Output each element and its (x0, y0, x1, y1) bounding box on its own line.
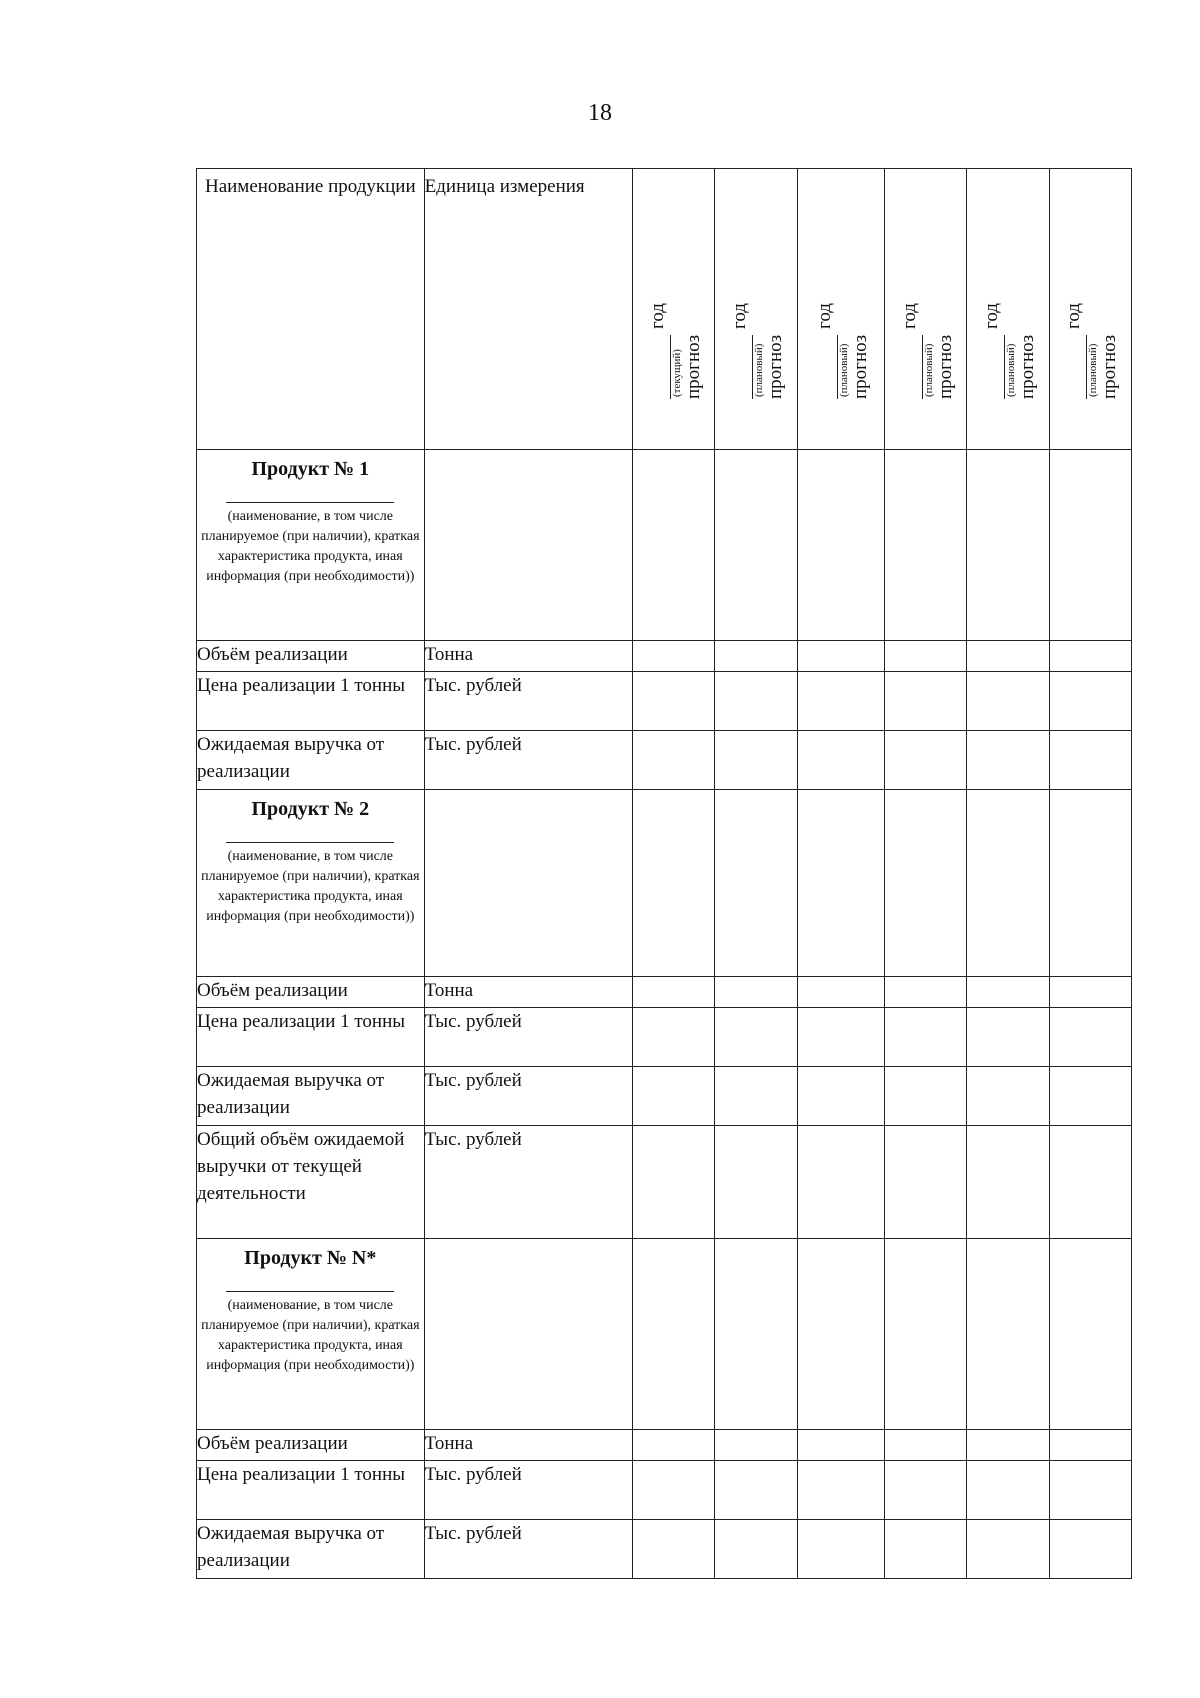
value-cell[interactable] (967, 1126, 1049, 1239)
year-type: (плановый) (922, 343, 935, 398)
value-cell[interactable] (797, 977, 884, 1008)
value-cell[interactable] (632, 1461, 714, 1520)
value-cell[interactable] (632, 731, 714, 790)
product-description: (наименование, в том числе планируемое (при наличии), краткая характеристика продукта, иная информация (при необходимости)) (201, 509, 420, 584)
row-unit: Тыс. рублей (424, 1011, 522, 1032)
value-cell[interactable] (715, 450, 797, 641)
value-cell[interactable] (715, 1126, 797, 1239)
year-label: год (646, 303, 668, 330)
row-label-cell (197, 1520, 425, 1579)
value-cell[interactable] (884, 672, 966, 731)
header-row (197, 169, 1132, 450)
product-header-row (197, 450, 1132, 641)
value-cell[interactable] (1049, 1126, 1131, 1239)
row-label-cell (197, 1461, 425, 1520)
row-label-cell (197, 731, 425, 790)
product-unit-cell (424, 450, 632, 641)
row-label-cell (197, 1067, 425, 1126)
row-label-cell (197, 1008, 425, 1067)
value-cell[interactable] (797, 1239, 884, 1430)
unit-cell (424, 1520, 632, 1579)
value-cell[interactable] (632, 1126, 714, 1239)
year-kind: прогноз (849, 335, 871, 400)
product-header-row (197, 1239, 1132, 1430)
value-cell[interactable] (1049, 450, 1131, 641)
value-cell[interactable] (884, 1461, 966, 1520)
value-cell[interactable] (967, 1430, 1049, 1461)
product-name-blank-line (226, 838, 394, 843)
value-cell[interactable] (715, 672, 797, 731)
table-row (197, 1461, 1132, 1520)
row-label: Ожидаемая выручка от реализации (197, 1523, 385, 1571)
value-cell[interactable] (967, 1239, 1049, 1430)
value-cell[interactable] (797, 1520, 884, 1579)
header-year-cell (967, 169, 1049, 450)
value-cell[interactable] (1049, 1008, 1131, 1067)
value-cell[interactable] (797, 731, 884, 790)
row-label: Объём реализации (197, 1433, 348, 1454)
year-type: (плановый) (1004, 343, 1017, 398)
value-cell[interactable] (715, 1430, 797, 1461)
row-label: Цена реализации 1 тонны (197, 675, 406, 696)
value-cell[interactable] (632, 977, 714, 1008)
row-label: Ожидаемая выручка от реализации (197, 1070, 385, 1118)
value-cell[interactable] (884, 731, 966, 790)
value-cell[interactable] (632, 1430, 714, 1461)
product-title: Продукт № 1 (251, 458, 370, 480)
value-cell[interactable] (797, 641, 884, 672)
value-cell[interactable] (884, 790, 966, 977)
product-unit-cell (424, 790, 632, 977)
year-kind: прогноз (1099, 335, 1121, 400)
value-cell[interactable] (632, 790, 714, 977)
product-title: Продукт № N* (244, 1247, 377, 1269)
value-cell[interactable] (967, 1067, 1049, 1126)
value-cell[interactable] (967, 1008, 1049, 1067)
header-unit-cell (424, 169, 632, 450)
value-cell[interactable] (715, 977, 797, 1008)
row-unit: Тыс. рублей (424, 675, 522, 696)
table-row (197, 641, 1132, 672)
value-cell[interactable] (884, 450, 966, 641)
header-year-cell (884, 169, 966, 450)
value-cell[interactable] (715, 1239, 797, 1430)
row-unit: Тыс. рублей (424, 1523, 522, 1544)
year-type: (плановый) (752, 343, 765, 398)
value-cell[interactable] (632, 672, 714, 731)
row-label-cell (197, 977, 425, 1008)
value-cell[interactable] (797, 1067, 884, 1126)
value-cell[interactable] (1049, 731, 1131, 790)
value-cell[interactable] (1049, 1067, 1131, 1126)
header-year-cell (632, 169, 714, 450)
value-cell[interactable] (715, 641, 797, 672)
row-label: Объём реализации (197, 980, 348, 1001)
value-cell[interactable] (967, 641, 1049, 672)
year-type: (плановый) (1087, 343, 1100, 398)
product-name-blank-line (226, 1287, 394, 1292)
row-unit: Тонна (424, 1433, 474, 1454)
table-row (197, 672, 1132, 731)
header-year-cell (715, 169, 797, 450)
product-header-cell (197, 1239, 425, 1430)
value-cell[interactable] (1049, 977, 1131, 1008)
value-cell[interactable] (967, 977, 1049, 1008)
table-row (197, 1067, 1132, 1126)
row-label-cell (197, 1430, 425, 1461)
value-cell[interactable] (884, 641, 966, 672)
row-unit: Тыс. рублей (424, 1129, 522, 1150)
value-cell[interactable] (632, 450, 714, 641)
year-type: (плановый) (837, 343, 850, 398)
value-cell[interactable] (884, 1520, 966, 1579)
header-unit-label: Единица измерения (424, 176, 585, 197)
product-title: Продукт № 2 (251, 798, 370, 820)
value-cell[interactable] (884, 1067, 966, 1126)
table-body (197, 169, 1132, 1579)
year-kind: прогноз (1016, 335, 1038, 400)
header-name-label: Наименование продукции (204, 176, 416, 197)
value-cell[interactable] (715, 1067, 797, 1126)
value-cell[interactable] (632, 641, 714, 672)
row-label: Цена реализации 1 тонны (197, 1011, 406, 1032)
row-label: Объём реализации (197, 644, 348, 665)
header-name-cell (197, 169, 425, 450)
table-row (197, 977, 1132, 1008)
year-kind: прогноз (682, 335, 704, 400)
value-cell[interactable] (884, 1239, 966, 1430)
value-cell[interactable] (715, 1008, 797, 1067)
year-label: год (728, 303, 750, 330)
value-cell[interactable] (1049, 790, 1131, 977)
value-cell[interactable] (1049, 1239, 1131, 1430)
value-cell[interactable] (1049, 1430, 1131, 1461)
unit-cell (424, 1461, 632, 1520)
product-description: (наименование, в том числе планируемое (при наличии), краткая характеристика продукта, иная информация (при необходимости)) (201, 849, 420, 924)
value-cell[interactable] (632, 1239, 714, 1430)
value-cell[interactable] (715, 790, 797, 977)
header-year-cell (1049, 169, 1131, 450)
value-cell[interactable] (967, 672, 1049, 731)
row-unit: Тыс. рублей (424, 1070, 522, 1091)
value-cell[interactable] (797, 1461, 884, 1520)
product-header-row (197, 790, 1132, 977)
year-type: (текущий) (670, 349, 683, 398)
page-number: 18 (588, 100, 612, 126)
product-description: (наименование, в том числе планируемое (при наличии), краткая характеристика продукта, иная информация (при необходимости)) (201, 1298, 420, 1373)
unit-cell (424, 1126, 632, 1239)
value-cell[interactable] (884, 1126, 966, 1239)
value-cell[interactable] (797, 1126, 884, 1239)
table-row (197, 731, 1132, 790)
row-unit: Тыс. рублей (424, 734, 522, 755)
value-cell[interactable] (715, 1520, 797, 1579)
row-label: Общий объём ожидаемой выручки от текущей деятельности (197, 1129, 405, 1204)
product-header-cell (197, 790, 425, 977)
row-label-cell (197, 672, 425, 731)
year-kind: прогноз (764, 335, 786, 400)
product-header-cell (197, 450, 425, 641)
value-cell[interactable] (632, 1067, 714, 1126)
production-forecast-table (196, 168, 1132, 1579)
row-unit: Тонна (424, 644, 474, 665)
value-cell[interactable] (967, 790, 1049, 977)
value-cell[interactable] (797, 1008, 884, 1067)
row-unit: Тонна (424, 980, 474, 1001)
unit-cell (424, 1067, 632, 1126)
unit-cell (424, 1008, 632, 1067)
value-cell[interactable] (632, 1008, 714, 1067)
header-year-cell (797, 169, 884, 450)
value-cell[interactable] (715, 1461, 797, 1520)
table-row (197, 1430, 1132, 1461)
value-cell[interactable] (884, 1008, 966, 1067)
unit-cell (424, 731, 632, 790)
product-unit-cell (424, 1239, 632, 1430)
value-cell[interactable] (967, 1520, 1049, 1579)
value-cell[interactable] (797, 1430, 884, 1461)
year-label: год (898, 303, 920, 330)
value-cell[interactable] (797, 790, 884, 977)
value-cell[interactable] (797, 672, 884, 731)
row-label-cell (197, 1126, 425, 1239)
value-cell[interactable] (967, 450, 1049, 641)
unit-cell (424, 672, 632, 731)
product-name-blank-line (226, 498, 394, 503)
row-label: Ожидаемая выручка от реализации (197, 734, 385, 782)
value-cell[interactable] (884, 977, 966, 1008)
table-row (197, 1008, 1132, 1067)
value-cell[interactable] (967, 731, 1049, 790)
year-kind: прогноз (934, 335, 956, 400)
row-unit: Тыс. рублей (424, 1464, 522, 1485)
value-cell[interactable] (884, 1430, 966, 1461)
year-label: год (980, 303, 1002, 330)
value-cell[interactable] (715, 731, 797, 790)
unit-cell (424, 1430, 632, 1461)
unit-cell (424, 977, 632, 1008)
year-label: год (813, 303, 835, 330)
value-cell[interactable] (967, 1461, 1049, 1520)
row-label-cell (197, 641, 425, 672)
value-cell[interactable] (1049, 1520, 1131, 1579)
unit-cell (424, 641, 632, 672)
value-cell[interactable] (632, 1520, 714, 1579)
value-cell[interactable] (1049, 1461, 1131, 1520)
value-cell[interactable] (1049, 672, 1131, 731)
value-cell[interactable] (1049, 641, 1131, 672)
row-label: Цена реализации 1 тонны (197, 1464, 406, 1485)
year-label: год (1063, 303, 1085, 330)
table-row (197, 1520, 1132, 1579)
value-cell[interactable] (797, 450, 884, 641)
table-row (197, 1126, 1132, 1239)
